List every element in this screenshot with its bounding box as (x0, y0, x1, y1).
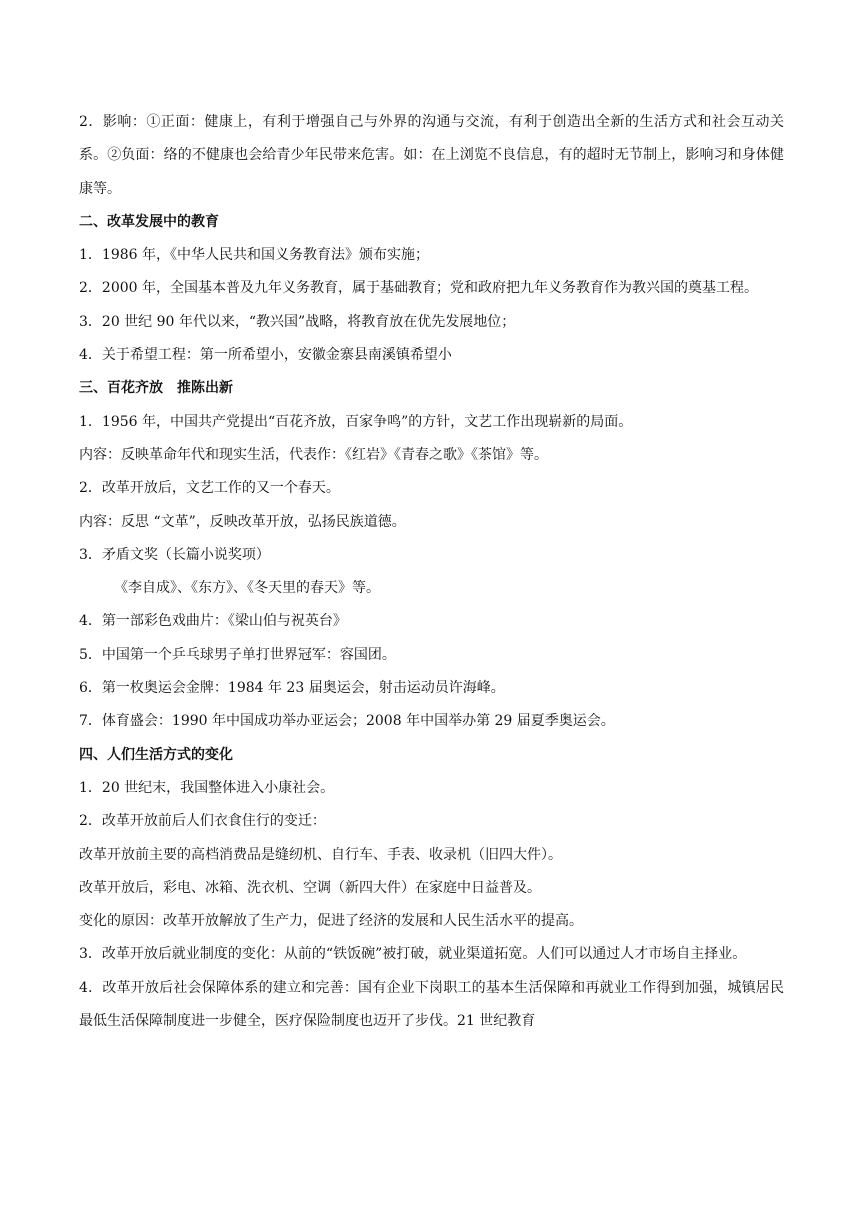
culture-content-1: 内容：反映革命年代和现实生活，代表作：《红岩》《青春之歌》《茶馆》等。 (79, 446, 548, 463)
sports-item-7: 7．体育盛会：1990 年中国成功举办亚运会；2008 年中国举办第 29 届夏季奥运会。 (79, 713, 615, 730)
lifestyle-item-2: 2．改革开放前后人们衣食住行的变迁： (79, 813, 326, 830)
culture-works-list: 《李自成》、《东方》、《冬天里的春天》等。 (114, 580, 380, 597)
culture-content-2: 内容：反思 “文革”，反映改革开放，弘扬民族道德。 (79, 513, 406, 530)
culture-item-2: 2．改革开放后，文艺工作的又一个春天。 (79, 480, 340, 497)
section-heading-education: 二、改革发展中的教育 (79, 213, 219, 230)
lifestyle-change-reason: 变化的原因：改革开放解放了生产力，促进了经济的发展和人民生活水平的提高。 (79, 913, 583, 930)
sports-item-6: 6．第一枚奥运会金牌：1984 年 23 届奥运会，射击运动员许海峰。 (79, 680, 505, 697)
document-body (79, 106, 784, 1038)
social-security-paragraph: 4．改革开放后社会保障体系的建立和完善：国有企业下岗职工的基本生活保障和再就业工作得到加强，城镇居民最低生活保障制度进一步健全，医疗保险制度也迈开了步伐。21 世纪教育 (79, 979, 784, 1030)
culture-item-4: 4．第一部彩色戏曲片：《梁山伯与祝英台》 (79, 613, 347, 630)
education-item-1: 1．1986 年，《中华人民共和国义务教育法》颁布实施； (79, 247, 429, 264)
lifestyle-before-reform: 改革开放前主要的高档消费品是缝纫机、自行车、手表、收录机（旧四大件）。 (79, 846, 562, 863)
education-item-3: 3．20 世纪 90 年代以来，“教兴国”战略，将教育放在优先发展地位； (79, 313, 516, 330)
culture-item-1: 1．1956 年，中国共产党提出“百花齐放，百家争鸣”的方针，文艺工作出现崭新的局面。 (79, 413, 633, 430)
employment-paragraph: 3．改革开放后就业制度的变化：从前的“铁饭碗”被打破，就业渠道拓宽。人们可以通过人才市场自主择业。 (79, 946, 747, 963)
section-heading-lifestyle: 四、人们生活方式的变化 (79, 746, 233, 763)
culture-item-3: 3．矛盾文奖（长篇小说奖项） (79, 546, 270, 563)
education-item-4: 4．关于希望工程：第一所希望小，安徽金寨县南溪镇希望小 (79, 347, 452, 364)
lifestyle-item-1: 1．20 世纪末，我国整体进入小康社会。 (79, 779, 335, 796)
education-item-2: 2．2000 年，全国基本普及九年义务教育，属于基础教育；党和政府把九年义务教育作为教兴国的奠基工程。 (79, 280, 758, 297)
sports-item-5: 5．中国第一个乒乓球男子单打世界冠军：容国团。 (79, 646, 396, 663)
lifestyle-after-reform: 改革开放后，彩电、冰箱、洗衣机、空调（新四大件）在家庭中日益普及。 (79, 879, 541, 896)
impact-paragraph: 2．影响：①正面：健康上，有利于增强自己与外界的沟通与交流，有利于创造出全新的生活方式和社会互动关系。②负面：络的不健康也会给青少年民带来危害。如：在上浏览不良信息，有的超时无节制上，影响习和身体健康等。 (79, 114, 784, 197)
section-heading-culture: 三、百花齐放 推陈出新 (79, 380, 233, 397)
